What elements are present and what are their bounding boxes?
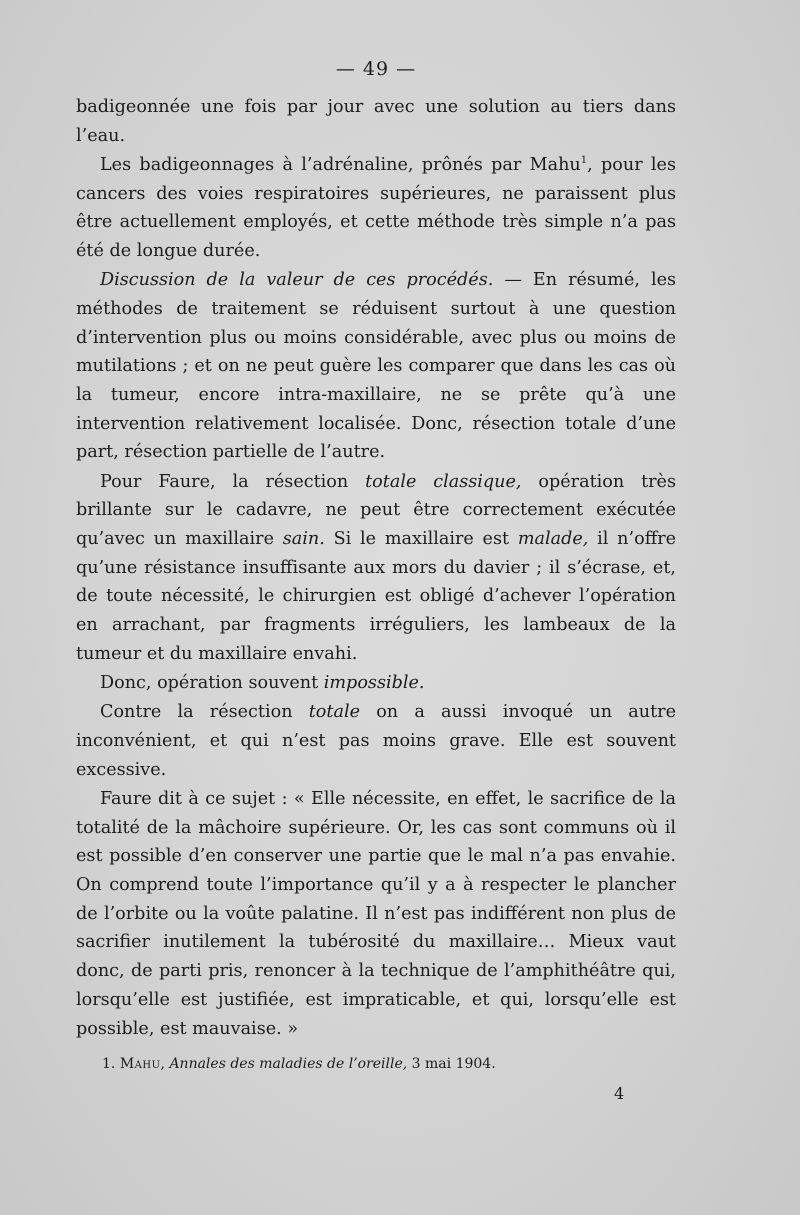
signature-mark: 4	[614, 1084, 625, 1103]
paragraph-6	[76, 698, 676, 784]
paragraph-7: Faure dit à ce sujet : « Elle nécessite, en effet, le sacrifice de la totalité de la mâchoire supérieure. Or, les cas sont communs où il est possible d’en conserver une partie que le mal n’a pas envahie. On comprend toute l’importance qu’il y a à respecter le plancher de l’orbite ou la voûte palatine. Il n’est pas indifférent non plus de sacrifier inutilement la tubérosité du maxillaire… Mieux vaut donc, de parti pris, renoncer à la technique de l’amphithéâtre qui, lorsqu’elle est justifiée, est impraticable, et qui, lorsqu’elle est possible, est mauvaise. »	[76, 788, 676, 1039]
section-heading: Discussion de la valeur de ces procédés.	[100, 270, 494, 291]
paragraph-2-text-b: , pour les cancers des voies respiratoires supérieures, ne paraissent plus être actuellement employés, et cette méthode très simple n’a pas été de longue durée.	[76, 154, 677, 262]
paragraph-2	[76, 151, 676, 266]
paragraph-6-italic: totale	[308, 702, 360, 723]
paragraph-4-text-c: Si le maxillaire est	[324, 529, 518, 550]
paragraph-5-italic: impossible.	[323, 673, 425, 694]
paragraph-3-text: — En résumé, les méthodes de traitement se réduisent surtout à une question d’intervention plus ou moins considérable, avec plus ou moins de mutilations ; et on ne peut guère les comparer que dans les cas où la tumeur, encore intra-maxillaire, ne se prête qu’à une intervention relativement localisée. Donc, résection totale d’une part, résection partielle de l’autre.	[76, 270, 677, 463]
body-text	[76, 93, 676, 1043]
paragraph-4	[76, 468, 676, 669]
paragraph-4-italic-1: totale classique,	[365, 471, 522, 492]
paragraph-4-text-d: il n’offre qu’une résistance insuffisante aux mors du davier ; il s’écrase, et, de toute nécessité, le chirurgien est obligé d’achever l’opération en arrachant, par fragments irréguliers, les lambeaux de la tumeur et du maxillaire envahi.	[76, 529, 677, 664]
footnote: 1. Mahu, Annales des maladies de l’oreille, 3 mai 1904.	[102, 1056, 496, 1072]
paragraph-2-text-a: Les badigeonnages à l’adrénaline, prônés par Mahu	[100, 154, 581, 175]
paragraph-5	[76, 669, 676, 698]
paragraph-4-text-b: opération très brillante sur le cadavre, ne peut être correctement exécutée qu’avec un maxillaire	[76, 471, 676, 550]
paragraph-3	[76, 266, 676, 467]
paragraph-4-italic-2: sain.	[282, 529, 325, 550]
paragraph-4-italic-3: malade,	[517, 529, 589, 550]
page-number: — 49 —	[335, 58, 417, 80]
paragraph-5-text: Donc, opération souvent	[100, 673, 324, 694]
footnote-number: 1.	[102, 1056, 116, 1072]
footnote-author: Mahu	[119, 1056, 161, 1072]
paragraph-6-text-a: Contre la résection	[100, 702, 309, 723]
paragraph-1: badigeonnée une fois par jour avec une solution au tiers dans l’eau.	[76, 97, 676, 146]
footnote-reference: 1	[580, 155, 588, 167]
footnote-date: 3 mai 1904.	[407, 1056, 496, 1072]
paragraph-4-text-a: Pour Faure, la résection	[100, 471, 366, 492]
footnote-title: Annales des maladies de l’oreille,	[169, 1056, 408, 1072]
paragraph-6-text-b: on a aussi invoqué un autre inconvénient, et qui n’est pas moins grave. Elle est souvent excessive.	[76, 702, 676, 780]
